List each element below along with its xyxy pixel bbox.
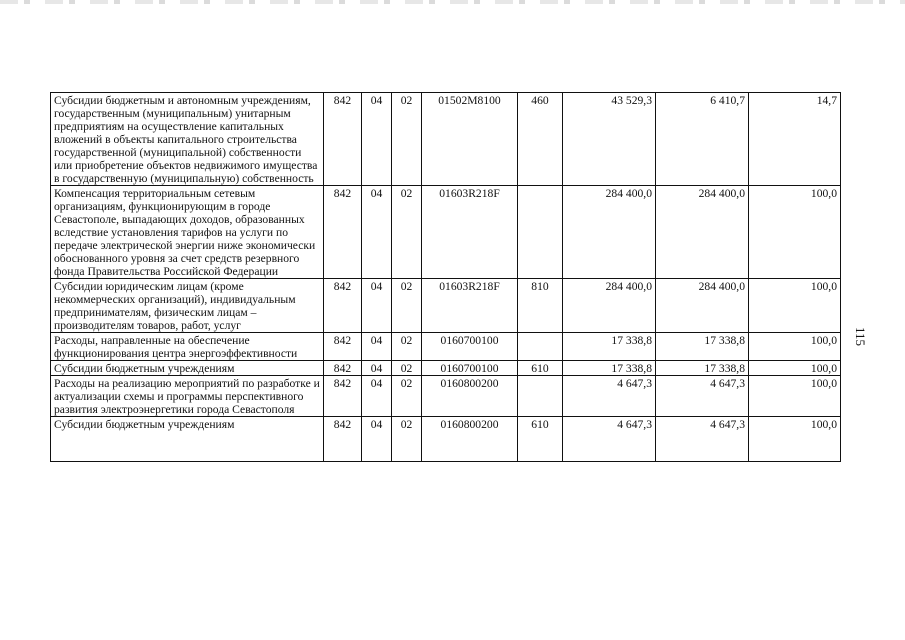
expense-type-code <box>518 186 563 279</box>
table-row <box>51 93 841 186</box>
plan-amount: 284 400,0 <box>563 279 656 333</box>
target-article-code: 0160800200 <box>422 376 518 417</box>
row-name: Расходы, направленные на обеспечение функционирования центра энергоэффективности <box>51 333 324 361</box>
row-name: Компенсация территориальным сетевым организациям, функционирующим в городе Севастополе, выпадающих доходов, образованных вследствие установления тарифов на услуги по передаче электрической энергии ниже экономически обоснованного уровня за счет средств резервного фонда Правительства Российской Федерации <box>51 186 324 279</box>
fact-amount: 6 410,7 <box>656 93 749 186</box>
fact-amount: 284 400,0 <box>656 186 749 279</box>
plan-amount: 43 529,3 <box>563 93 656 186</box>
fact-amount: 284 400,0 <box>656 279 749 333</box>
execution-percent: 100,0 <box>749 417 841 462</box>
execution-percent: 100,0 <box>749 279 841 333</box>
execution-percent: 14,7 <box>749 93 841 186</box>
ministry-code: 842 <box>324 279 362 333</box>
table-body <box>51 93 841 462</box>
plan-amount: 17 338,8 <box>563 333 656 361</box>
section-code: 04 <box>362 376 392 417</box>
execution-percent: 100,0 <box>749 186 841 279</box>
fact-amount: 4 647,3 <box>656 376 749 417</box>
table-row <box>51 333 841 361</box>
section-code: 04 <box>362 186 392 279</box>
execution-percent: 100,0 <box>749 376 841 417</box>
target-article-code: 0160700100 <box>422 361 518 376</box>
execution-percent: 100,0 <box>749 361 841 376</box>
expense-type-code: 460 <box>518 93 563 186</box>
section-code: 04 <box>362 93 392 186</box>
subsection-code: 02 <box>392 417 422 462</box>
section-code: 04 <box>362 361 392 376</box>
target-article-code: 01603R218F <box>422 186 518 279</box>
budget-table <box>50 92 841 462</box>
table-row <box>51 279 841 333</box>
expense-type-code: 610 <box>518 361 563 376</box>
ministry-code: 842 <box>324 186 362 279</box>
execution-percent: 100,0 <box>749 333 841 361</box>
subsection-code: 02 <box>392 361 422 376</box>
row-name: Субсидии бюджетным и автономным учреждениям, государственным (муниципальным) унитарным предприятиям на осуществление капитальных вложений в объекты капитального строительства государственной (муниципальной) собственности или приобретение объектов недвижимого имущества в государственную (муниципальную) собственность <box>51 93 324 186</box>
plan-amount: 284 400,0 <box>563 186 656 279</box>
section-code: 04 <box>362 333 392 361</box>
subsection-code: 02 <box>392 93 422 186</box>
section-code: 04 <box>362 417 392 462</box>
ministry-code: 842 <box>324 417 362 462</box>
row-name: Субсидии юридическим лицам (кроме некоммерческих организаций), индивидуальным предпринимателям, физическим лицам – производителям товаров, работ, услуг <box>51 279 324 333</box>
subsection-code: 02 <box>392 333 422 361</box>
ministry-code: 842 <box>324 376 362 417</box>
ministry-code: 842 <box>324 93 362 186</box>
expense-type-code <box>518 333 563 361</box>
scan-edge-artifact <box>0 0 905 4</box>
ministry-code: 842 <box>324 361 362 376</box>
row-name: Расходы на реализацию мероприятий по разработке и актуализации схемы и программы перспективного развития электроэнергетики города Севастополя <box>51 376 324 417</box>
target-article-code: 0160800200 <box>422 417 518 462</box>
expense-type-code <box>518 376 563 417</box>
table-row <box>51 376 841 417</box>
ministry-code: 842 <box>324 333 362 361</box>
table-row <box>51 186 841 279</box>
plan-amount: 4 647,3 <box>563 376 656 417</box>
table-row <box>51 417 841 462</box>
fact-amount: 4 647,3 <box>656 417 749 462</box>
expense-type-code: 810 <box>518 279 563 333</box>
plan-amount: 4 647,3 <box>563 417 656 462</box>
target-article-code: 0160700100 <box>422 333 518 361</box>
subsection-code: 02 <box>392 279 422 333</box>
subsection-code: 02 <box>392 186 422 279</box>
expense-type-code: 610 <box>518 417 563 462</box>
page-number: 115 <box>853 327 868 347</box>
fact-amount: 17 338,8 <box>656 333 749 361</box>
row-name: Субсидии бюджетным учреждениям <box>51 417 324 462</box>
section-code: 04 <box>362 279 392 333</box>
fact-amount: 17 338,8 <box>656 361 749 376</box>
table-row <box>51 361 841 376</box>
target-article-code: 01502M8100 <box>422 93 518 186</box>
subsection-code: 02 <box>392 376 422 417</box>
target-article-code: 01603R218F <box>422 279 518 333</box>
plan-amount: 17 338,8 <box>563 361 656 376</box>
row-name: Субсидии бюджетным учреждениям <box>51 361 324 376</box>
